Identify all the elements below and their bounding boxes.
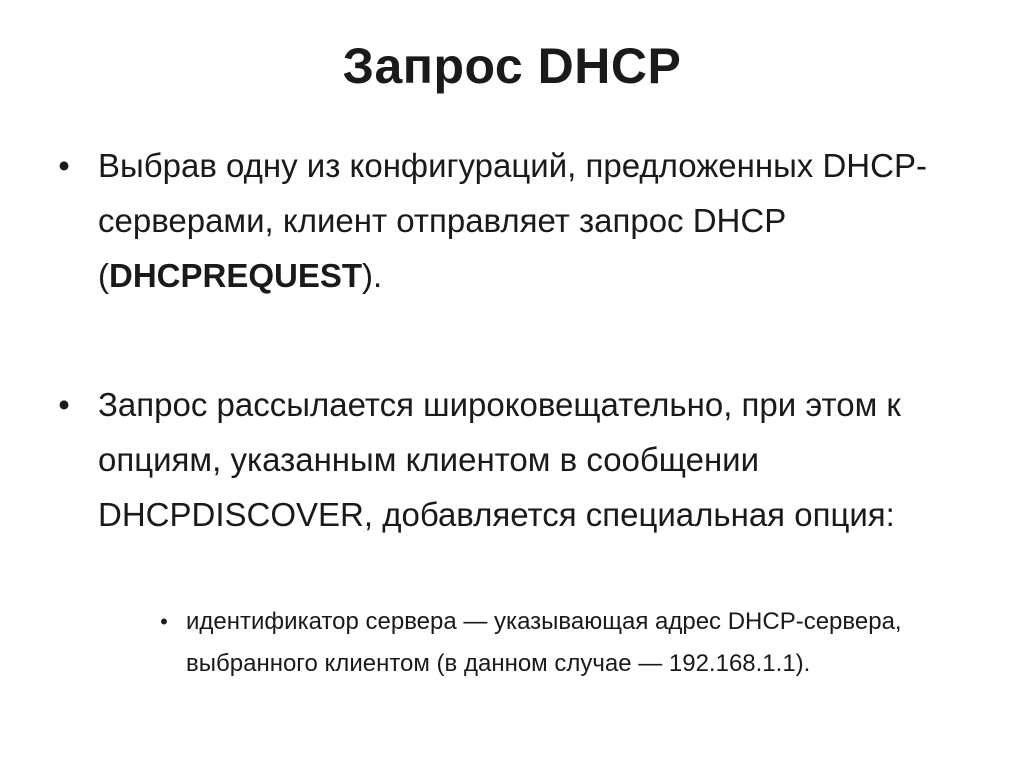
bullet-text-bold: DHCPREQUEST — [109, 257, 363, 294]
sub-bullet-marker: • — [160, 609, 168, 634]
sub-bullet-text: идентификатор сервера — указывающая адрес DHCP-сервера, выбранного клиентом (в данном случае — 192.168.1.1). — [186, 608, 902, 677]
bullet-item-broadcast — [58, 377, 978, 542]
bullet-marker: • — [58, 386, 70, 423]
bullet-item-request — [58, 138, 978, 303]
bullet-text: Запрос рассылается широковещательно, при этом к опциям, указанным клиентом в сообщении DHCPDISCOVER, добавляется специальная опция: — [98, 386, 901, 533]
bullet-text-after: ). — [362, 257, 383, 294]
sub-bullet-item-server-id — [160, 601, 986, 685]
bullet-text-before: Выбрав одну из конфигураций, предложенных DHCP-серверами, клиент отправляет запрос DHCP ( — [98, 147, 927, 294]
slide-title: Запрос DHCP — [342, 38, 682, 94]
bullet-marker: • — [58, 147, 70, 184]
